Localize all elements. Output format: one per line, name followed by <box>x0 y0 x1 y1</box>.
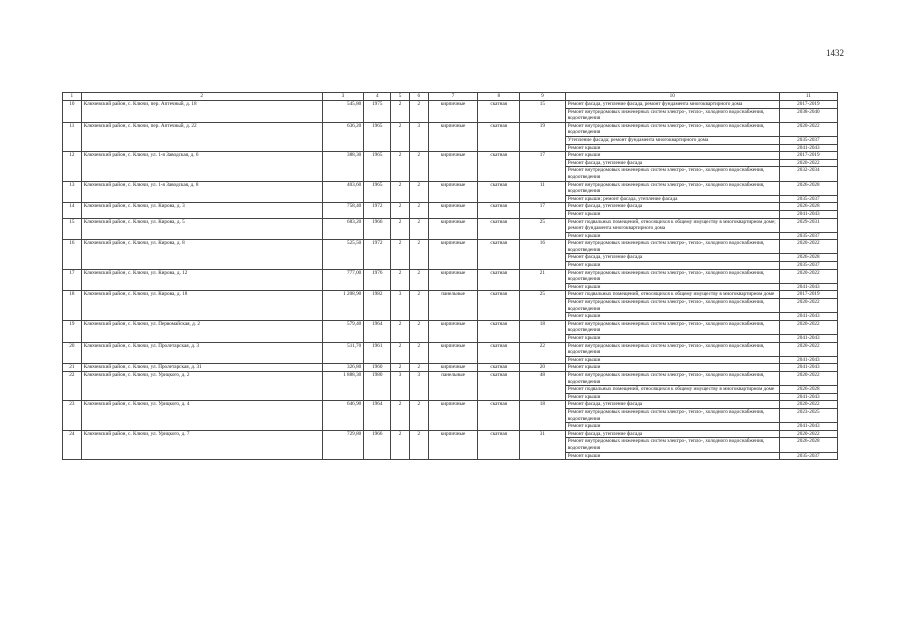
year-cell: 1972 <box>364 203 391 218</box>
period-cell: 2020-2022 <box>779 342 837 356</box>
floors-cell: 2 <box>391 181 410 203</box>
work-type-cell: Ремонт внутридомовых инженерных систем электро-, тепло-, холодного водоснабжения, водоотведения <box>565 269 779 283</box>
entrances-cell: 2 <box>409 101 428 123</box>
entrances-cell: 2 <box>409 320 428 342</box>
wear-cell: 17 <box>520 152 566 181</box>
table-row <box>63 240 838 254</box>
wear-cell: 31 <box>520 430 566 459</box>
wall-material-cell: кирпичные <box>428 101 478 123</box>
wear-cell: 25 <box>520 291 566 320</box>
work-type-cell: Ремонт крыши <box>565 283 779 291</box>
table-row <box>63 291 838 299</box>
floors-cell: 3 <box>391 291 410 320</box>
roof-type-cell: скатная <box>478 122 520 151</box>
work-type-cell: Ремонт внутридомовых инженерных систем электро-, тепло-, холодного водоснабжения, водоотведения <box>565 371 779 385</box>
period-cell: 2020-2022 <box>779 269 837 283</box>
area-cell: 636,20 <box>322 122 364 151</box>
year-cell: 1965 <box>364 181 391 203</box>
work-type-cell: Ремонт крыши <box>565 335 779 343</box>
column-header: 4 <box>364 93 391 101</box>
area-cell: 525,50 <box>322 240 364 269</box>
period-cell: 2026-2028 <box>779 181 837 195</box>
table-row <box>63 203 838 211</box>
period-cell: 2020-2022 <box>779 240 837 254</box>
floors-cell: 2 <box>391 218 410 240</box>
address-cell: Ключевский район, с. Ключи, ул. Кирова, д. 8 <box>81 240 322 269</box>
floors-cell: 2 <box>391 269 410 291</box>
wall-material-cell: кирпичные <box>428 203 478 218</box>
period-cell: 2032-2034 <box>779 167 837 181</box>
area-cell: 388,30 <box>322 152 364 181</box>
work-type-cell: Ремонт внутридомовых инженерных систем электро-, тепло-, холодного водоснабжения, водоотведения <box>565 167 779 181</box>
wear-cell: 17 <box>520 203 566 218</box>
period-cell: 2026-2028 <box>779 386 837 394</box>
wear-cell: 18 <box>520 320 566 342</box>
row-number: 18 <box>63 291 82 320</box>
wall-material-cell: кирпичные <box>428 122 478 151</box>
floors-cell: 2 <box>391 342 410 364</box>
wall-material-cell: кирпичные <box>428 152 478 181</box>
work-type-cell: Ремонт крыши <box>565 393 779 401</box>
period-cell: 2017-2019 <box>779 152 837 160</box>
entrances-cell: 2 <box>409 364 428 372</box>
work-type-cell: Утепление фасада; ремонт фундамента многоквартирного дома <box>565 136 779 144</box>
table-row <box>63 152 838 160</box>
period-cell: 2041-2043 <box>779 364 837 372</box>
year-cell: 1964 <box>364 320 391 342</box>
roof-type-cell: скатная <box>478 320 520 342</box>
period-cell: 2020-2022 <box>779 371 837 385</box>
work-type-cell: Ремонт внутридомовых инженерных систем электро-, тепло-, холодного водоснабжения, водоотведения <box>565 438 779 452</box>
address-cell: Ключевский район, с. Ключи, ул. 1-я Заводская, д. 8 <box>81 181 322 203</box>
period-cell: 2041-2043 <box>779 210 837 218</box>
floors-cell: 2 <box>391 152 410 181</box>
roof-type-cell: скатная <box>478 401 520 430</box>
capital-repair-table <box>62 92 838 460</box>
column-header: 6 <box>409 93 428 101</box>
floors-cell: 2 <box>391 203 410 218</box>
period-cell: 2041-2043 <box>779 423 837 431</box>
area-cell: 326,80 <box>322 364 364 372</box>
header-row <box>63 93 838 101</box>
address-cell: Ключевский район, с. Ключи, ул. 1-я Заводская, д. 6 <box>81 152 322 181</box>
entrances-cell: 2 <box>409 430 428 459</box>
entrances-cell: 2 <box>409 218 428 240</box>
row-number: 19 <box>63 320 82 342</box>
work-type-cell: Ремонт крыши; ремонт фасада, утепление фасада <box>565 195 779 203</box>
entrances-cell: 3 <box>409 122 428 151</box>
work-type-cell: Ремонт фасада, утепление фасада <box>565 159 779 167</box>
roof-type-cell: скатная <box>478 218 520 240</box>
work-type-cell: Ремонт внутридомовых инженерных систем электро-, тепло-, холодного водоснабжения, водоотведения <box>565 342 779 356</box>
roof-type-cell: скатная <box>478 430 520 459</box>
column-header: 7 <box>428 93 478 101</box>
row-number: 11 <box>63 122 82 151</box>
period-cell: 2035-2037 <box>779 195 837 203</box>
page-number: 1432 <box>826 48 844 58</box>
row-number: 22 <box>63 371 82 400</box>
work-type-cell: Ремонт внутридомовых инженерных систем электро-, тепло-, холодного водоснабжения, водоотведения <box>565 299 779 313</box>
roof-type-cell: скатная <box>478 364 520 372</box>
work-type-cell: Ремонт подвальных помещений, относящихся к общему имуществу в многоквартирном доме; ремонт фундамента многоквартирного дома <box>565 218 779 232</box>
period-cell: 2020-2022 <box>779 320 837 334</box>
table-row <box>63 101 838 109</box>
area-cell: 1 888,30 <box>322 371 364 400</box>
year-cell: 1976 <box>364 269 391 291</box>
column-header: 2 <box>81 93 322 101</box>
row-number: 17 <box>63 269 82 291</box>
address-cell: Ключевский район, с. Ключи, пер. Аптечный, д. 22 <box>81 122 322 151</box>
wear-cell: 22 <box>520 342 566 364</box>
row-number: 20 <box>63 342 82 364</box>
floors-cell: 2 <box>391 101 410 123</box>
table-row <box>63 342 838 356</box>
work-type-cell: Ремонт фасада, утепление фасада <box>565 401 779 409</box>
period-cell: 2035-2037 <box>779 232 837 240</box>
address-cell: Ключевский район, с. Ключи, ул. Первомайская, д. 2 <box>81 320 322 342</box>
area-cell: 758,40 <box>322 203 364 218</box>
period-cell: 2026-2028 <box>779 254 837 262</box>
address-cell: Ключевский район, с. Ключи, пер. Аптечный, д. 18 <box>81 101 322 123</box>
area-cell: 683,20 <box>322 218 364 240</box>
column-header: 8 <box>478 93 520 101</box>
entrances-cell: 2 <box>409 342 428 364</box>
year-cell: 1972 <box>364 240 391 269</box>
table-row <box>63 218 838 232</box>
year-cell: 1964 <box>364 401 391 430</box>
area-cell: 403,60 <box>322 181 364 203</box>
wall-material-cell: кирпичные <box>428 218 478 240</box>
period-cell: 2035-2037 <box>779 452 837 460</box>
address-cell: Ключевский район, с. Ключи, ул. Кирова, д. 18 <box>81 291 322 320</box>
work-type-cell: Ремонт крыши <box>565 262 779 270</box>
year-cell: 1961 <box>364 342 391 364</box>
table-row <box>63 401 838 409</box>
row-number: 13 <box>63 181 82 203</box>
work-type-cell: Ремонт фасада, утепление фасада, ремонт фундамента многоквартирного дома <box>565 101 779 109</box>
area-cell: 646,90 <box>322 401 364 430</box>
area-cell: 545,80 <box>322 101 364 123</box>
area-cell: 511,70 <box>322 342 364 364</box>
wall-material-cell: кирпичные <box>428 364 478 372</box>
entrances-cell: 2 <box>409 181 428 203</box>
entrances-cell: 2 <box>409 240 428 269</box>
work-type-cell: Ремонт крыши <box>565 452 779 460</box>
table-row <box>63 122 838 136</box>
column-header: 10 <box>565 93 779 101</box>
floors-cell: 2 <box>391 364 410 372</box>
entrances-cell: 2 <box>409 152 428 181</box>
period-cell: 2020-2022 <box>779 299 837 313</box>
address-cell: Ключевский район, с. Ключи, ул. Кирова, д. 5 <box>81 218 322 240</box>
period-cell: 2023-2025 <box>779 408 837 422</box>
row-number: 16 <box>63 240 82 269</box>
area-cell: 1 208,90 <box>322 291 364 320</box>
period-cell: 2026-2028 <box>779 438 837 452</box>
address-cell: Ключевский район, с. Ключи, ул. Урицкого, д. 2 <box>81 371 322 400</box>
table-row <box>63 430 838 438</box>
period-cell: 2038-2040 <box>779 108 837 122</box>
address-cell: Ключевский район, с. Ключи, ул. Пролетарская, д. 3 <box>81 342 322 364</box>
work-type-cell: Ремонт крыши <box>565 232 779 240</box>
wall-material-cell: кирпичные <box>428 430 478 459</box>
period-cell: 2020-2022 <box>779 159 837 167</box>
address-cell: Ключевский район, с. Ключи, ул. Пролетарская, д. 31 <box>81 364 322 372</box>
wall-material-cell: кирпичные <box>428 320 478 342</box>
floors-cell: 2 <box>391 240 410 269</box>
entrances-cell: 2 <box>409 203 428 218</box>
work-type-cell: Ремонт внутридомовых инженерных систем электро-, тепло-, холодного водоснабжения, водоотведения <box>565 240 779 254</box>
entrances-cell: 2 <box>409 401 428 430</box>
column-header: 9 <box>520 93 566 101</box>
period-cell: 2029-2031 <box>779 218 837 232</box>
work-type-cell: Ремонт фасада, утепление фасада <box>565 254 779 262</box>
year-cell: 1966 <box>364 218 391 240</box>
table-body <box>63 101 838 460</box>
area-cell: 729,80 <box>322 430 364 459</box>
period-cell: 2041-2043 <box>779 313 837 321</box>
wall-material-cell: кирпичные <box>428 240 478 269</box>
wall-material-cell: кирпичные <box>428 269 478 291</box>
row-number: 23 <box>63 401 82 430</box>
row-number: 21 <box>63 364 82 372</box>
work-type-cell: Ремонт внутридомовых инженерных систем электро-, тепло-, холодного водоснабжения, водоотведения <box>565 181 779 195</box>
entrances-cell: 2 <box>409 269 428 291</box>
entrances-cell: 3 <box>409 371 428 400</box>
period-cell: 2035-2037 <box>779 136 837 144</box>
area-cell: 579,40 <box>322 320 364 342</box>
period-cell: 2026-2028 <box>779 203 837 211</box>
year-cell: 1960 <box>364 364 391 372</box>
roof-type-cell: скатная <box>478 101 520 123</box>
wear-cell: 11 <box>520 181 566 203</box>
work-type-cell: Ремонт фасада, утепление фасада <box>565 430 779 438</box>
row-number: 10 <box>63 101 82 123</box>
wear-cell: 15 <box>520 101 566 123</box>
period-cell: 2041-2043 <box>779 356 837 364</box>
wear-cell: 48 <box>520 371 566 400</box>
year-cell: 1980 <box>364 371 391 400</box>
work-type-cell: Ремонт крыши <box>565 210 779 218</box>
work-type-cell: Ремонт внутридомовых инженерных систем электро-, тепло-, холодного водоснабжения, водоотведения <box>565 408 779 422</box>
column-header: 1 <box>63 93 82 101</box>
column-header: 3 <box>322 93 364 101</box>
row-number: 14 <box>63 203 82 218</box>
wall-material-cell: кирпичные <box>428 342 478 364</box>
floors-cell: 2 <box>391 430 410 459</box>
year-cell: 1966 <box>364 430 391 459</box>
period-cell: 2041-2043 <box>779 144 837 152</box>
period-cell: 2041-2043 <box>779 393 837 401</box>
work-type-cell: Ремонт внутридомовых инженерных систем электро-, тепло-, холодного водоснабжения, водоотведения <box>565 108 779 122</box>
entrances-cell: 2 <box>409 291 428 320</box>
year-cell: 1965 <box>364 122 391 151</box>
table-row <box>63 371 838 385</box>
wall-material-cell: кирпичные <box>428 181 478 203</box>
floors-cell: 2 <box>391 401 410 430</box>
table-row <box>63 269 838 283</box>
column-header: 11 <box>779 93 837 101</box>
work-type-cell: Ремонт фасада, утепление фасада <box>565 203 779 211</box>
table-row <box>63 320 838 334</box>
wear-cell: 25 <box>520 218 566 240</box>
work-type-cell: Ремонт крыши <box>565 356 779 364</box>
row-number: 15 <box>63 218 82 240</box>
work-type-cell: Ремонт крыши <box>565 423 779 431</box>
wear-cell: 21 <box>520 269 566 291</box>
roof-type-cell: скатная <box>478 342 520 364</box>
column-header: 5 <box>391 93 410 101</box>
work-type-cell: Ремонт внутридомовых инженерных систем электро-, тепло-, холодного водоснабжения, водоотведения <box>565 122 779 136</box>
wear-cell: 18 <box>520 401 566 430</box>
roof-type-cell: скатная <box>478 240 520 269</box>
wear-cell: 19 <box>520 122 566 151</box>
period-cell: 2020-2022 <box>779 430 837 438</box>
period-cell: 2035-2037 <box>779 262 837 270</box>
wear-cell: 16 <box>520 240 566 269</box>
floors-cell: 2 <box>391 320 410 342</box>
wall-material-cell: панельные <box>428 371 478 400</box>
address-cell: Ключевский район, с. Ключи, ул. Урицкого, д. 4 <box>81 401 322 430</box>
roof-type-cell: скатная <box>478 291 520 320</box>
work-type-cell: Ремонт внутридомовых инженерных систем электро-, тепло-, холодного водоснабжения, водоотведения <box>565 320 779 334</box>
roof-type-cell: скатная <box>478 371 520 400</box>
work-type-cell: Ремонт крыши <box>565 313 779 321</box>
floors-cell: 3 <box>391 371 410 400</box>
period-cell: 2041-2043 <box>779 283 837 291</box>
wear-cell: 20 <box>520 364 566 372</box>
work-type-cell: Ремонт подвальных помещений, относящихся к общему имуществу в многоквартирном доме <box>565 386 779 394</box>
year-cell: 1975 <box>364 101 391 123</box>
row-number: 24 <box>63 430 82 459</box>
period-cell: 2041-2043 <box>779 335 837 343</box>
work-type-cell: Ремонт крыши <box>565 364 779 372</box>
roof-type-cell: скатная <box>478 203 520 218</box>
wall-material-cell: панельные <box>428 291 478 320</box>
area-cell: 777,00 <box>322 269 364 291</box>
table-row <box>63 364 838 372</box>
floors-cell: 2 <box>391 122 410 151</box>
period-cell: 2017-2019 <box>779 101 837 109</box>
address-cell: Ключевский район, с. Ключи, ул. Кирова, д. 3 <box>81 203 322 218</box>
work-type-cell: Ремонт подвальных помещений, относящихся к общему имуществу в многоквартирном доме <box>565 291 779 299</box>
work-type-cell: Ремонт крыши <box>565 144 779 152</box>
row-number: 12 <box>63 152 82 181</box>
roof-type-cell: скатная <box>478 269 520 291</box>
period-cell: 2017-2019 <box>779 291 837 299</box>
wall-material-cell: кирпичные <box>428 401 478 430</box>
period-cell: 2020-2022 <box>779 122 837 136</box>
period-cell: 2020-2022 <box>779 401 837 409</box>
work-type-cell: Ремонт крыши <box>565 152 779 160</box>
roof-type-cell: скатная <box>478 181 520 203</box>
address-cell: Ключевский район, с. Ключи, ул. Кирова, д. 12 <box>81 269 322 291</box>
year-cell: 1982 <box>364 291 391 320</box>
address-cell: Ключевский район, с. Ключи, ул. Урицкого, д. 7 <box>81 430 322 459</box>
roof-type-cell: скатная <box>478 152 520 181</box>
year-cell: 1965 <box>364 152 391 181</box>
table-row <box>63 181 838 195</box>
